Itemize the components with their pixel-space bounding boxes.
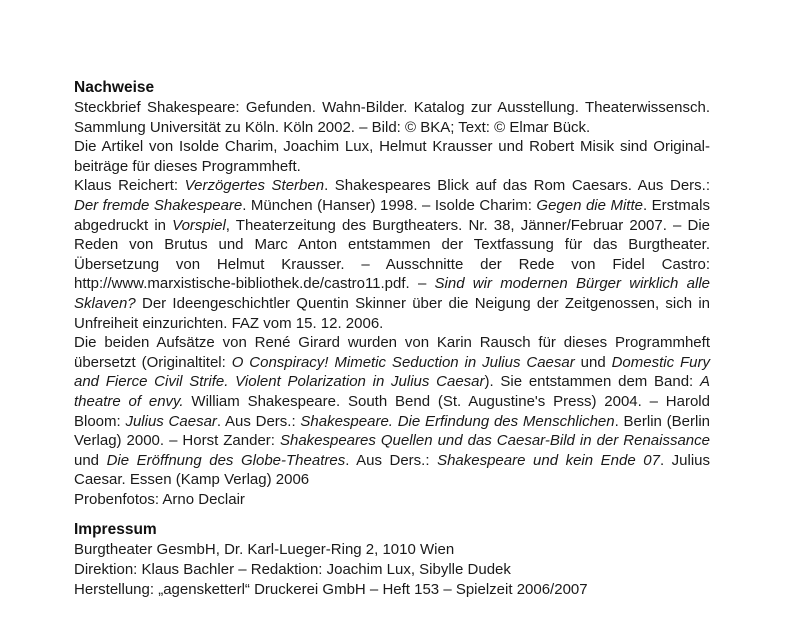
impressum-heading: Impressum bbox=[74, 521, 157, 539]
impressum-line-3: Herstellung: „agensketterl“ Druckerei GmbH – Heft 153 – Spielzeit 2006/2007 bbox=[74, 580, 588, 598]
nachweise-paragraph-1: Steckbrief Shakespeare: Gefunden. Wahn-Bilder. Katalog zur Ausstellung. Theaterwissensch. Sammlung Universität zu Köln. Köln 2002. – Bild: © BKA; Text: © Elmar Bück. bbox=[74, 99, 710, 136]
nachweise-paragraph-2: Die Artikel von Isolde Charim, Joachim Lux, Helmut Krausser und Robert Misik sind Originalbeiträge für dieses Programmheft. bbox=[74, 138, 710, 175]
credits-page bbox=[74, 78, 710, 599]
impressum-line-2: Direktion: Klaus Bachler – Redaktion: Joachim Lux, Sibylle Dudek bbox=[74, 561, 511, 579]
nachweise-paragraph-3: Klaus Reichert: Verzögertes Sterben. Shakespeares Blick auf das Rom Caesars. Aus Ders.: Der fremde Shakespeare. München (Hanser) 1998. – Isolde Charim: Gegen die Mitte. Erstmals abgedruckt in Vorspiel, Theaterzeitung des Burgtheaters. Nr. 38, Jänner/Februar 2007. – Die Reden von Brutus und Marc Anton entstammen der Textfassung für das Burgtheater. Übersetzung von Helmut Krausser. – Ausschnitte der Rede von Fidel Castro: http://www.marxistische-bibliothek.de/castro11.pdf. – Sind wir modernen Bürger wirklich alle Sklaven? Der Ideengeschichtler Quentin Skinner über die Neigung der Zeitgenossen, sich in Unfreiheit einzurichten. FAZ vom 15. 12. 2006. bbox=[74, 177, 710, 332]
impressum-line-1: Burgtheater GesmbH, Dr. Karl-Lueger-Ring 2, 1010 Wien bbox=[74, 541, 455, 559]
section-spacer bbox=[74, 509, 710, 520]
nachweise-paragraph-4: Die beiden Aufsätze von René Girard wurden von Karin Rausch für dieses Programmheft übersetzt (Originaltitel: O Conspiracy! Mimetic Seduction in Julius Caesar und Domestic Fury and Fierce Civil Strife. Violent Polarization in Julius Caesar). Sie entstammen dem Band: A theatre of envy. William Shakespeare. South Bend (St. Augustine's Press) 2004. – Harold Bloom: Julius Caesar. Aus Ders.: Shakespeare. Die Erfindung des Menschlichen. Berlin (Berlin Verlag) 2000. – Horst Zander: Shakespeares Quellen und das Caesar-Bild in der Renaissance und Die Eröffnung des Globe-Theatres. Aus Ders.: Shakespeare und kein Ende 07. Julius Caesar. Essen (Kamp Verlag) 2006 bbox=[74, 334, 711, 489]
nachweise-paragraph-5: Probenfotos: Arno Declair bbox=[74, 490, 245, 508]
nachweise-heading: Nachweise bbox=[74, 79, 155, 96]
